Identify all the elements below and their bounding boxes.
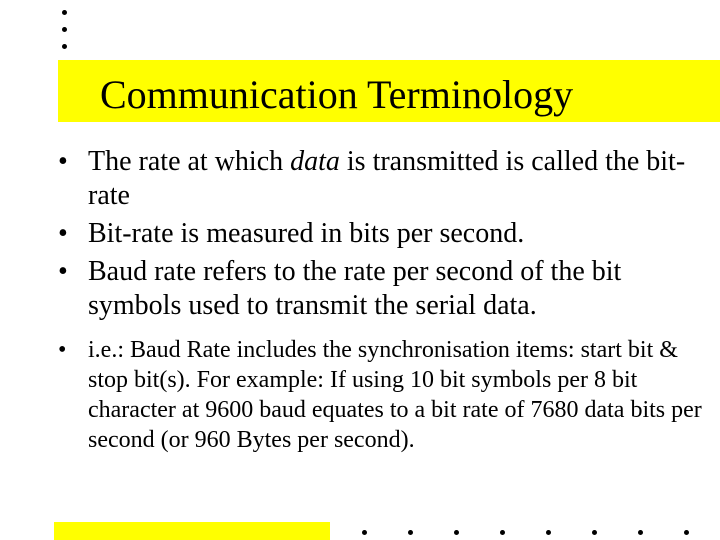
decor-dot: [62, 27, 67, 32]
decor-dot: [592, 530, 597, 535]
decor-dot: [638, 530, 643, 535]
decor-dot: [500, 530, 505, 535]
bullet-text: i.e.: Baud Rate includes the synchronisation items: start bit & stop bit(s). For example: If using 10 bit symbols per 8 bit character at 9600 baud equates to a bit rate of 7680 data bits per second (or 960 Bytes per second).: [88, 337, 702, 453]
bullet-mark: •: [58, 218, 68, 249]
bullet-item: [58, 255, 708, 323]
bullet-text: Bit-rate is measured in bits per second.: [88, 218, 525, 249]
decor-dot: [684, 530, 689, 535]
bullet-item: [58, 217, 708, 251]
decor-dot: [362, 530, 367, 535]
decor-dot: [408, 530, 413, 535]
slide-title: Communication Terminology: [100, 72, 574, 117]
decor-dot: [454, 530, 459, 535]
bullet-text-emphasis: data: [290, 146, 340, 177]
decor-dot: [546, 530, 551, 535]
bullet-item: [58, 145, 708, 213]
bullet-mark: •: [58, 337, 67, 363]
bullet-item: [58, 335, 708, 455]
footer-band: [54, 522, 330, 540]
bullet-text: Baud rate refers to the rate per second of the bit symbols used to transmit the serial data.: [88, 256, 622, 321]
bullet-text-after: is transmitted is called the bit-rate: [88, 146, 686, 211]
bullet-mark: •: [58, 146, 68, 177]
bullet-text-before: The rate at which: [88, 146, 291, 177]
bullet-mark: •: [58, 256, 68, 287]
decor-dot: [62, 44, 67, 49]
bullet-list: [58, 145, 708, 455]
decor-dot: [62, 10, 67, 15]
